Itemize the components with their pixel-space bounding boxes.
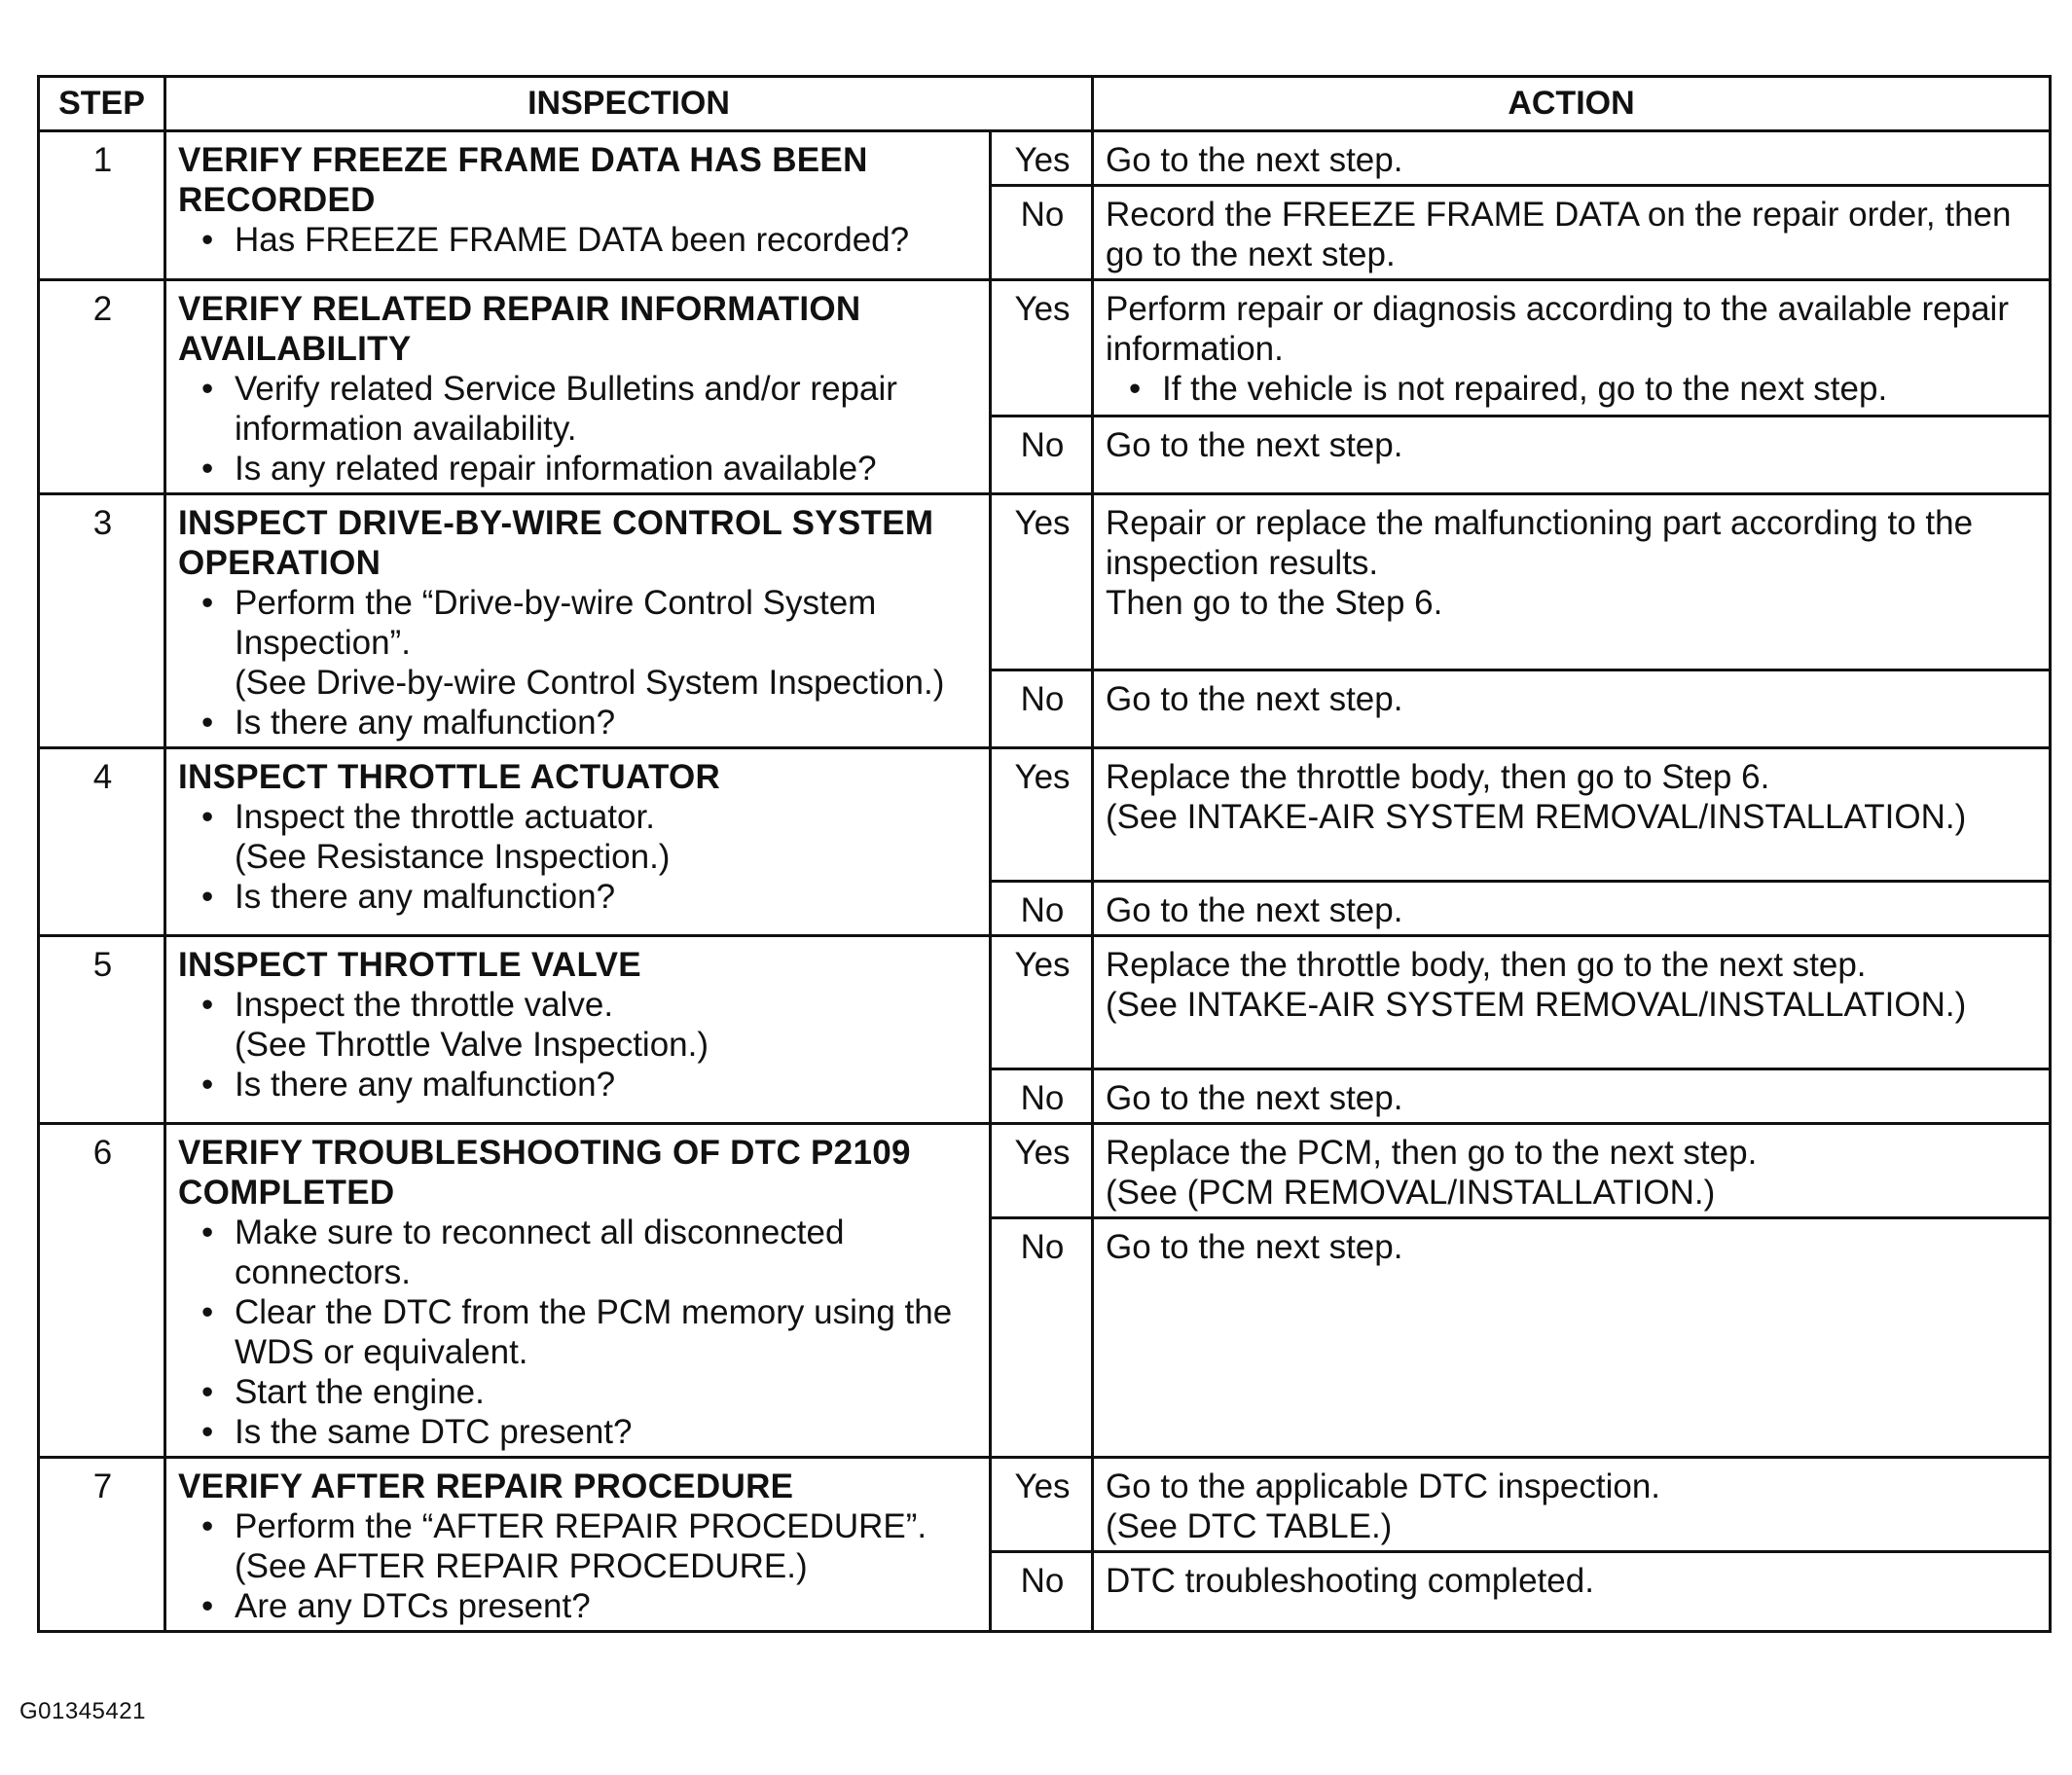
bullet-reference: (See Resistance Inspection.) <box>235 838 671 876</box>
bullet-item: • Is there any malfunction? <box>198 703 979 743</box>
answer-no: No <box>991 1218 1093 1458</box>
step-4-yes-row <box>39 748 2051 882</box>
bullet-item: • Start the engine. <box>198 1372 979 1412</box>
step-title: VERIFY RELATED REPAIR INFORMATION AVAILABILITY <box>178 290 861 368</box>
action-no: Go to the next step. <box>1093 1218 2051 1458</box>
action-yes: Go to the next step. <box>1093 131 2051 186</box>
answer-yes: Yes <box>991 936 1093 1069</box>
action-text: Replace the throttle body, then go to the next step. <box>1106 946 1867 984</box>
action-text: (See INTAKE-AIR SYSTEM REMOVAL/INSTALLATION.) <box>1106 798 1967 836</box>
header-action: ACTION <box>1093 77 2051 131</box>
step-title: VERIFY TROUBLESHOOTING OF DTC P2109 COMPLETED <box>178 1134 911 1212</box>
step-bullets <box>178 583 979 743</box>
action-no: Go to the next step. <box>1093 1069 2051 1124</box>
action-no: Go to the next step. <box>1093 417 2051 494</box>
bullet-item <box>198 583 979 703</box>
step-number: 2 <box>39 280 165 494</box>
diagnostic-procedure-table <box>37 75 2052 1633</box>
step-number: 5 <box>39 936 165 1124</box>
step-bullets <box>178 797 979 917</box>
action-bullets <box>1106 369 2039 409</box>
answer-yes: Yes <box>991 280 1093 417</box>
answer-no: No <box>991 1069 1093 1124</box>
step-5-yes-row <box>39 936 2051 1069</box>
step-number: 7 <box>39 1458 165 1632</box>
bullet-item: • Verify related Service Bulletins and/or repair information availability. <box>198 369 979 449</box>
step-title: INSPECT THROTTLE VALVE <box>178 946 641 984</box>
action-no: Go to the next step. <box>1093 670 2051 748</box>
step-2-yes-row <box>39 280 2051 417</box>
step-7-yes-row <box>39 1458 2051 1552</box>
step-title: VERIFY FREEZE FRAME DATA HAS BEEN RECORDED <box>178 141 868 219</box>
step-6-yes-row <box>39 1124 2051 1218</box>
bullet-reference: (See AFTER REPAIR PROCEDURE.) <box>235 1547 808 1585</box>
answer-no: No <box>991 186 1093 280</box>
bullet-item: • Is the same DTC present? <box>198 1412 979 1452</box>
step-number: 3 <box>39 494 165 748</box>
step-number: 6 <box>39 1124 165 1458</box>
bullet-item: • Is there any malfunction? <box>198 877 979 917</box>
answer-yes: Yes <box>991 1124 1093 1218</box>
bullet-item: • Clear the DTC from the PCM memory using the WDS or equivalent. <box>198 1292 979 1372</box>
action-text: Replace the PCM, then go to the next step. <box>1106 1134 1758 1172</box>
action-text: (See DTC TABLE.) <box>1106 1507 1393 1545</box>
answer-no: No <box>991 882 1093 936</box>
action-yes <box>1093 748 2051 882</box>
diagnostic-table-container <box>37 75 2049 1633</box>
answer-yes: Yes <box>991 748 1093 882</box>
bullet-reference: (See Drive-by-wire Control System Inspection.) <box>235 664 945 702</box>
step-5-inspection <box>165 936 991 1124</box>
step-7-inspection <box>165 1458 991 1632</box>
action-text: Replace the throttle body, then go to Step 6. <box>1106 758 1770 796</box>
bullet-item: • Make sure to reconnect all disconnected connectors. <box>198 1213 979 1292</box>
action-text: Then go to the Step 6. <box>1106 584 1443 622</box>
action-yes <box>1093 1124 2051 1218</box>
action-text: (See INTAKE-AIR SYSTEM REMOVAL/INSTALLATION.) <box>1106 986 1967 1024</box>
step-3-yes-row <box>39 494 2051 670</box>
answer-no: No <box>991 670 1093 748</box>
bullet-text: • Inspect the throttle valve. <box>235 986 614 1024</box>
bullet-item: • If the vehicle is not repaired, go to the next step. <box>1125 369 2039 409</box>
step-6-inspection <box>165 1124 991 1458</box>
bullet-item <box>198 1506 979 1586</box>
action-text: Go to the applicable DTC inspection. <box>1106 1467 1661 1505</box>
bullet-item: • Is there any malfunction? <box>198 1065 979 1105</box>
step-2-inspection <box>165 280 991 494</box>
step-bullets <box>178 369 979 489</box>
answer-yes: Yes <box>991 494 1093 670</box>
action-yes <box>1093 280 2051 417</box>
action-text: Perform repair or diagnosis according to the available repair information. <box>1106 290 2009 368</box>
header-step: STEP <box>39 77 165 131</box>
answer-no: No <box>991 417 1093 494</box>
action-text: Repair or replace the malfunctioning part according to the inspection results. <box>1106 504 1974 582</box>
action-yes <box>1093 1458 2051 1552</box>
bullet-item <box>198 985 979 1065</box>
answer-yes: Yes <box>991 131 1093 186</box>
bullet-item <box>198 797 979 877</box>
bullet-reference: (See Throttle Valve Inspection.) <box>235 1026 709 1064</box>
step-title: VERIFY AFTER REPAIR PROCEDURE <box>178 1467 794 1505</box>
answer-yes: Yes <box>991 1458 1093 1552</box>
header-inspection: INSPECTION <box>165 77 1093 131</box>
action-no: Record the FREEZE FRAME DATA on the repair order, then go to the next step. <box>1093 186 2051 280</box>
step-1-inspection <box>165 131 991 280</box>
step-3-inspection <box>165 494 991 748</box>
step-bullets <box>178 985 979 1105</box>
action-yes <box>1093 494 2051 670</box>
bullet-text: • Perform the “AFTER REPAIR PROCEDURE”. <box>235 1507 927 1545</box>
action-no: DTC troubleshooting completed. <box>1093 1552 2051 1632</box>
bullet-text: • Perform the “Drive-by-wire Control System Inspection”. <box>235 584 877 662</box>
step-bullets <box>178 220 979 260</box>
figure-id: G01345421 <box>19 1698 146 1724</box>
step-title: INSPECT THROTTLE ACTUATOR <box>178 758 721 796</box>
step-bullets <box>178 1213 979 1452</box>
step-number: 1 <box>39 131 165 280</box>
header-row <box>39 77 2051 131</box>
step-title: INSPECT DRIVE-BY-WIRE CONTROL SYSTEM OPERATION <box>178 504 934 582</box>
bullet-item: • Is any related repair information available? <box>198 449 979 489</box>
step-1-yes-row <box>39 131 2051 186</box>
step-4-inspection <box>165 748 991 936</box>
step-bullets <box>178 1506 979 1626</box>
action-no: Go to the next step. <box>1093 882 2051 936</box>
answer-no: No <box>991 1552 1093 1632</box>
bullet-item: • Are any DTCs present? <box>198 1586 979 1626</box>
bullet-item: • Has FREEZE FRAME DATA been recorded? <box>198 220 979 260</box>
step-number: 4 <box>39 748 165 936</box>
bullet-text: • Inspect the throttle actuator. <box>235 798 655 836</box>
action-yes <box>1093 936 2051 1069</box>
action-text: (See (PCM REMOVAL/INSTALLATION.) <box>1106 1174 1716 1212</box>
